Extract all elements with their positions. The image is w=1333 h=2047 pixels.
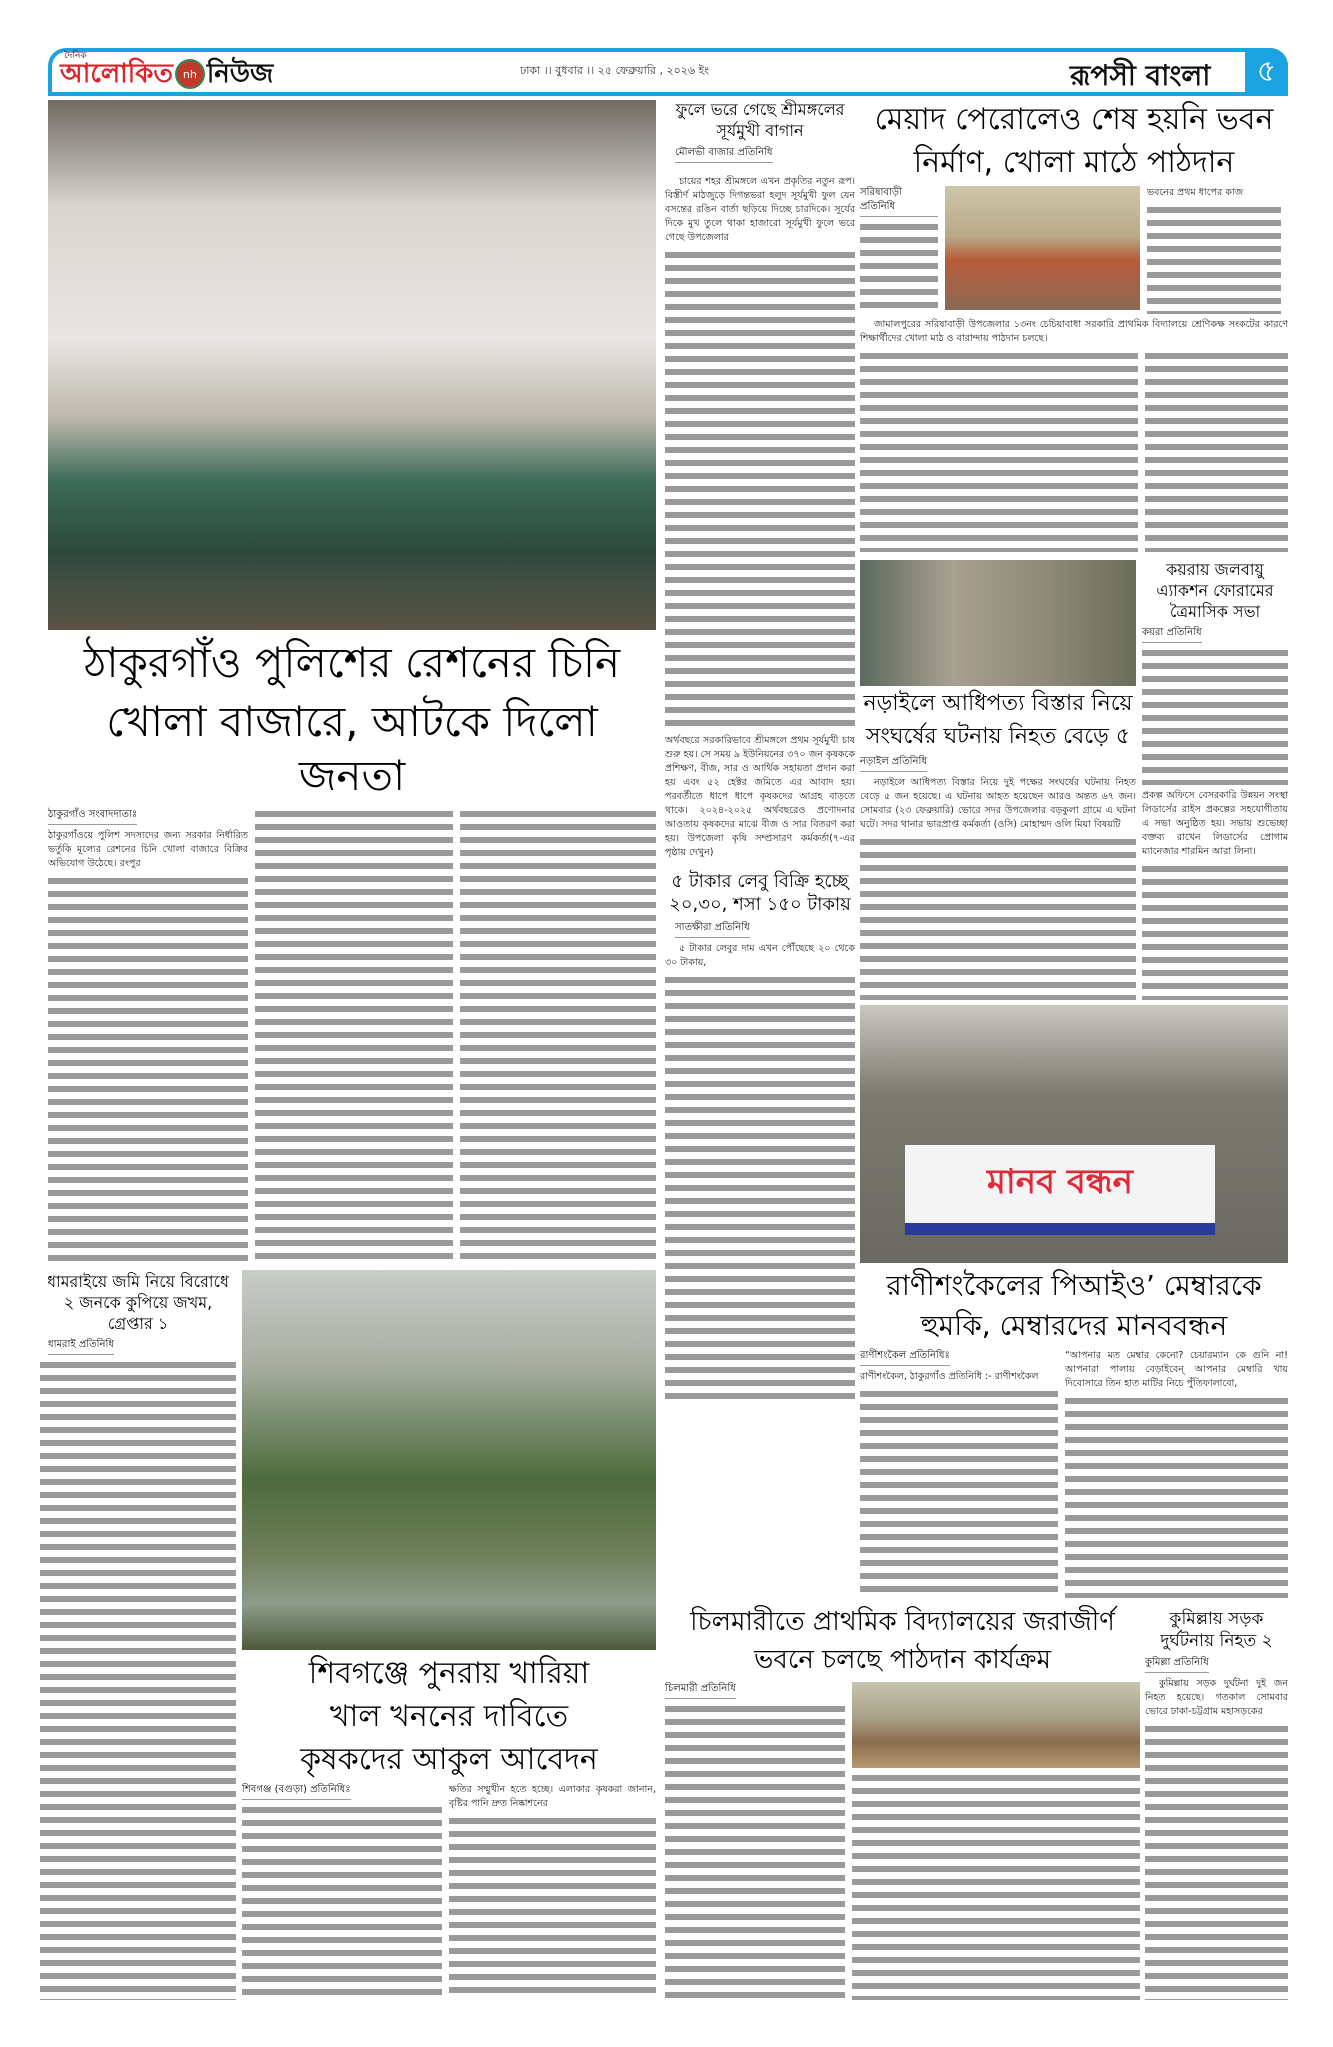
headline-shibganj-1: শিবগঞ্জে পুনরায় খারিয়া bbox=[308, 1656, 590, 1691]
article-body-naraile: নড়াইলে আধিপত্য বিস্তার নিয়ে দুই পক্ষের সংঘর্ষের ঘটনায় নিহত বেড়ে ৫ জন হয়েছে। এ ঘটনায় আহত হয়েছেন আরও অন্তত ৬৭ জন। সোমবার (২৩ ফেব্রুয়ারি) ভোরে সদর উপজেলার বড়কুলা গ্রামে এ ঘটনা ঘটে। সদর থানার ভারপ্রাপ্ত কর্মকর্তা (ওসি) মোহাম্মদ ওলি মিয়া বিষয়টি bbox=[860, 777, 1136, 831]
byline-shibganj: শিবগঞ্জ (বগুড়া) প্রতিনিধিঃ bbox=[242, 1783, 351, 1800]
article-text-block bbox=[860, 221, 938, 314]
headline-naraile-1: নড়াইলে আধিপত্য বিস্তার নিয়ে bbox=[863, 691, 1133, 716]
headline-koyra: কয়রায় জলবায়ু এ্যাকশন ফোরামের ত্রৈমাসিক সভা bbox=[1156, 560, 1274, 621]
article-body-meyad: জামালপুরের সরিষাবাড়ী উপজেলার ১৩নং চেচিয়াবাধা সরকারি প্রাথমিক বিদ্যালয়ে শ্রেণিকক্ষ সংকটের কারণে শিক্ষার্থীদের খোলা মাঠ ও বারান্দায় পাঠদান চলছে। bbox=[860, 319, 1288, 344]
headline-thakurgaon-2: খোলা বাজারে, আটকে দিলো জনতা bbox=[106, 696, 598, 801]
article-body-thakurgaon: ঠাকুরগাঁওয়ে পুলিশ সদস্যদের জন্য সরকার নির্ধারিত ভর্তুকি মূল্যের রেশনের চিনি খোলা বাজারে বিক্রির অভিযোগ উঠেছে। রংপুর bbox=[48, 829, 248, 869]
article-text-block bbox=[40, 1359, 236, 2000]
article-text-block bbox=[449, 1815, 656, 2000]
headline-naraile-2: সংঘর্ষের ঘটনায় নিহত বেড়ে ৫ bbox=[865, 723, 1131, 749]
headline-thakurgaon-1: ঠাকুরগাঁও পুলিশের রেশনের চিনি bbox=[83, 638, 621, 687]
article-meyad bbox=[860, 100, 1288, 552]
school-building-photo bbox=[852, 1682, 1140, 1768]
byline-dhamoirhat: ধামরাই প্রতিনিধি bbox=[48, 1338, 114, 1355]
headline-ranishankail-2: হুমকি, মেম্বারদের মানববন্ধন bbox=[920, 1309, 1228, 1343]
article-text-block bbox=[852, 1772, 1140, 2000]
article-body-ranishankail: রাণীশংকৈল, ঠাকুরগাঁও প্রতিনিধি :- রাণীশংকৈল bbox=[860, 1370, 1039, 1382]
headline-chilmari-2: ভবনে চলছে পাঠদান কার্যক্রম bbox=[754, 1644, 1051, 1675]
article-text-block bbox=[255, 808, 453, 1266]
article-ranishankail bbox=[860, 1268, 1288, 1598]
article-text-block bbox=[1147, 204, 1281, 314]
article-text-block bbox=[1142, 647, 1288, 784]
article-text-block bbox=[860, 350, 1138, 552]
headline-sunflower: ফুলে ভরে গেছে শ্রীমঙ্গলের সূর্যমুখী বাগান bbox=[675, 100, 845, 140]
article-sunflower bbox=[665, 100, 855, 860]
article-text-block bbox=[48, 875, 248, 1266]
banner bbox=[905, 1145, 1215, 1235]
article-text-block bbox=[1145, 1723, 1288, 2000]
article-lemon bbox=[665, 870, 855, 1400]
byline-thakurgaon: ঠাকুরগাঁও সংবাদদাতাঃ bbox=[48, 808, 137, 825]
article-text-block bbox=[665, 1703, 845, 2000]
byline-naraile: নড়াইল প্রতিনিধি bbox=[860, 755, 927, 772]
byline-lemon: সাতক্ষীরা প্রতিনিধি bbox=[675, 921, 750, 938]
article-text-block bbox=[460, 808, 656, 1266]
canal-photo bbox=[242, 1270, 656, 1650]
headline-lemon: ৫ টাকার লেবু বিক্রি হচ্ছে ২০,৩০, শসা ১৫০ টাকায় bbox=[669, 871, 851, 916]
section-title: রূপসী বাংলা bbox=[1070, 59, 1211, 92]
byline-sunflower: মৌলভী বাজার প্রতিনিধি bbox=[675, 146, 773, 163]
article-body-sunflower: চায়ের শহর শ্রীমঙ্গলে এখন প্রকৃতির নতুন রূপ। বিস্তীর্ণ মাঠজুড়ে দিগন্তভরা হলুদ সূর্যমুখী ফুল যেন বসন্তের রঙিন বার্তা ছড়িয়ে দিচ্ছে চারদিকে। সূর্যের দিকে মুখ তুলে থাকা হাজারো সূর্যমুখী ফুলে ভরে গেছে উপজেলার bbox=[665, 175, 855, 243]
article-thakurgaon bbox=[48, 636, 656, 1266]
banner-text: মানব বন্ধন bbox=[987, 1161, 1133, 1202]
headline-shibganj-3: কৃষকদের আকুল আবেদন bbox=[300, 1742, 598, 1777]
article-comilla bbox=[1145, 1608, 1288, 2000]
article-body-lemon: ৫ টাকার লেবুর দাম এখন পৌঁছেছে ২০ থেকে ৩০ টাকায়, bbox=[665, 942, 855, 968]
article-dhamoirhat bbox=[40, 1272, 236, 2000]
article-text-block bbox=[860, 1388, 1058, 1598]
human-chain-photo bbox=[860, 1005, 1288, 1263]
byline-chilmari: চিলমারী প্রতিনিধি bbox=[665, 1682, 736, 1699]
article-chilmari bbox=[665, 1606, 1140, 2000]
byline-comilla: কুমিল্লা প্রতিনিধি bbox=[1145, 1656, 1209, 1673]
police-photo bbox=[860, 560, 1136, 686]
article-body-koyra: প্রকল্প অফিসে বেসরকারি উন্নয়ন সংস্থা লিডার্সের রাইস প্রকল্পের সহযোগীতায় এ সভা অনুষ্ঠিত হয়। সভায় শুভেচ্ছা বক্তব্য রাখেন লিডার্সের প্রোগাম ম্যানেজার শারমিন আরা লিনা। bbox=[1142, 789, 1288, 857]
issue-date: ঢাকা ।। বুধবার ।। ২৫ ফেব্রুয়ারি , ২০২৬ ইং bbox=[520, 64, 710, 77]
article-text-block bbox=[1142, 863, 1288, 1000]
article-shibganj bbox=[242, 1270, 656, 2000]
headline-shibganj-2: খাল খননের দাবিতে bbox=[329, 1699, 569, 1734]
article-body-comilla: কুমিল্লায় সড়ক দুর্ঘটনা দুই জন নিহত হয়েছে। গতকাল সোমবার ভোরে ঢাকা-চট্টগ্রাম মহাসড়কের bbox=[1145, 1678, 1288, 1718]
article-text-block bbox=[665, 974, 855, 1400]
newspaper-logo bbox=[60, 50, 273, 94]
headline-comilla: কুমিল্লায় সড়ক দুর্ঘটনায় নিহত ২ bbox=[1160, 1609, 1273, 1652]
page-number: ৫ bbox=[1245, 48, 1288, 96]
article-text-block bbox=[242, 1804, 442, 2000]
article-koyra bbox=[1142, 560, 1288, 1000]
byline-meyad: সরিষাবাড়ী প্রতিনিধি bbox=[860, 186, 938, 217]
headline-ranishankail-1: রাণীশংকৈলের পিআইও’ মেম্বারকে bbox=[886, 1269, 1262, 1302]
article-text-block bbox=[860, 836, 1136, 1000]
article-quote-ranishankail: “আপনার মত মেম্বার কেনো? চেয়ারম্যান কে গুনি না! আপনারা পালায় বেড়াইবেন্ আপনার মেম্বারি খায় দিবোসারে তিন হাত মাটির নিচে পুঁতিফালাবো, bbox=[1065, 1349, 1288, 1389]
logo-black-text: নিউজ bbox=[206, 59, 274, 89]
logo-red-text: আলোকিত bbox=[60, 59, 173, 89]
article-body-sunflower-tail: অর্থবছরে সরকারিভাবে শ্রীমঙ্গলে প্রথম সূর্যমুখী চাষ শুরু হয়। সে সময় ৯ ইউনিয়নের ৩৭০ জন কৃষককে প্রশিক্ষণ, বীজ, সার ও আর্থিক সহায়তা প্রদান করা হয় এবং ৫২ হেক্টর জমিতে এর আবাদ হয়। পরবর্তীতে ধাপে ধাপে কৃষকদের আগ্রহ বাড়তে থাকে। ২০২৪-২০২৫ অর্থবছরেও প্রণোদনার আওতায় কৃষকদের মাঝে বীজ ও সার বিতরণ করা হয়। উপজেলা কৃষি সম্প্রসারণ কর্মকর্তা(৭-এর পৃষ্ঠায় দেখুন) bbox=[665, 735, 855, 858]
article-naraile bbox=[860, 560, 1136, 1000]
open-field-classroom-photo bbox=[945, 186, 1140, 310]
headline-meyad-1: মেয়াদ পেরোলেও শেষ হয়নি ভবন bbox=[874, 102, 1274, 137]
headline-dhamoirhat: ধামরাইয়ে জমি নিয়ে বিরোধে ২ জনকে কুপিয়ে জখম, গ্রেপ্তার ১ bbox=[47, 1272, 229, 1333]
article-side-meyad: ভবনের প্রথম ধাপের কাজ bbox=[1147, 187, 1244, 198]
logo-mark-icon: nh bbox=[175, 59, 205, 89]
byline-ranishankail: রাণীশংকৈল প্রতিনিধিঃ bbox=[860, 1349, 950, 1366]
article-body-shibganj: ক্ষতির সম্মুখীন হতে হচ্ছে। এলাকার কৃষকরা জানান, বৃষ্টির পানি দ্রুত নিষ্কাশনের bbox=[449, 1784, 656, 1809]
sugar-sacks-photo bbox=[48, 100, 656, 630]
byline-koyra: কয়রা প্রতিনিধি bbox=[1142, 626, 1202, 643]
headline-chilmari-1: চিলমারীতে প্রাথমিক বিদ্যালয়ের জরাজীর্ণ bbox=[690, 1607, 1115, 1637]
article-text-block bbox=[1065, 1395, 1288, 1598]
logo-small-text: দৈনিক bbox=[64, 51, 87, 61]
headline-meyad-2: নির্মাণ, খোলা মাঠে পাঠদান bbox=[913, 145, 1235, 180]
article-text-block bbox=[665, 249, 855, 730]
article-text-block bbox=[1145, 350, 1288, 552]
